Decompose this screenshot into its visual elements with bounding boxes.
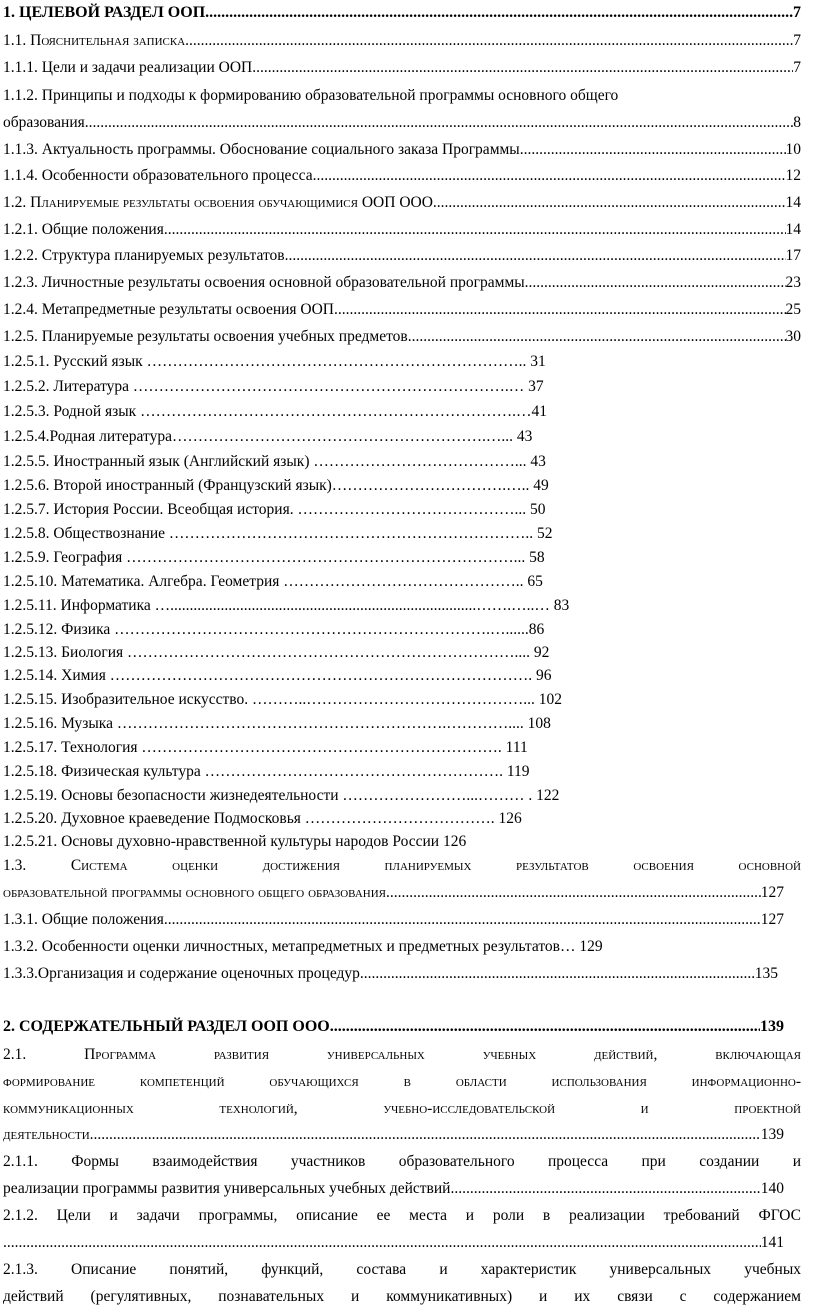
toc-subject-7[interactable]: 1.2.5.7. История России. Всеобщая история. ……………………………………... 50 bbox=[3, 501, 546, 518]
toc-page: 140 bbox=[760, 1180, 784, 1197]
toc-leader bbox=[360, 964, 755, 983]
toc-subject-19[interactable]: 1.2.5.19. Основы безопасности жизнедеятельности ……………………...……… . 122 bbox=[3, 787, 560, 804]
toc-title: 1.2.3. Личностные результаты освоения основной образовательной программы. bbox=[3, 274, 529, 291]
toc-title: 2. СОДЕРЖАТЕЛЬНЫЙ РАЗДЕЛ ООП ООО bbox=[3, 1018, 330, 1035]
toc-entry-1-3-2[interactable]: 1.3.2. Особенности оценки личностных, метапредметных и предметных результатов… 129 bbox=[3, 938, 603, 955]
toc-section-2[interactable] bbox=[3, 1017, 784, 1036]
toc-entry-2-1-1-line1[interactable]: 2.1.1. Формы взаимодействия участников образовательного процесса при создании и bbox=[3, 1153, 801, 1170]
toc-subject-5[interactable]: 1.2.5.5. Иностранный язык (Английский язык) …………………………………... 43 bbox=[3, 453, 546, 470]
toc-title: 1.3.3.Организация и содержание оценочных процедур bbox=[3, 965, 360, 982]
toc-page: 7 bbox=[793, 59, 801, 76]
toc-title: 1.1.4. Особенности образовательного процесса bbox=[3, 167, 313, 184]
toc-subject-14[interactable]: 1.2.5.14. Химия ………………………………………………………………………. 96 bbox=[3, 667, 552, 684]
toc-title: образования. bbox=[3, 114, 89, 131]
toc-leader bbox=[437, 193, 786, 212]
toc-leader bbox=[529, 273, 786, 292]
toc-subject-12[interactable]: 1.2.5.12. Физика ……………………………………………………………….…......86 bbox=[3, 621, 545, 638]
toc-title: 1.1.1. Цели и задачи реализации ООП bbox=[3, 59, 253, 76]
toc-subject-18[interactable]: 1.2.5.18. Физическая культура …………………………………………………. 119 bbox=[3, 763, 530, 780]
toc-entry-1-1-4[interactable] bbox=[3, 166, 801, 185]
toc-entry-2-1-line2[interactable]: формирование компетенций обучающихся в области использования информационно- bbox=[3, 1073, 801, 1090]
toc-subject-20[interactable]: 1.2.5.20. Духовное краеведение Подмосковья ………………………………. 126 bbox=[3, 810, 522, 827]
toc-page: 7 bbox=[793, 32, 801, 49]
toc-page: 14 bbox=[785, 221, 801, 238]
toc-title: 1.1.3. Актуальность программы. Обоснование социального заказа Программы. bbox=[3, 141, 524, 158]
toc-leader bbox=[313, 166, 786, 185]
toc-title: образовательной программы основного общего образования bbox=[3, 884, 386, 901]
toc-entry-1-2-1[interactable] bbox=[3, 220, 801, 239]
toc-entry-1-3[interactable] bbox=[3, 883, 784, 902]
toc-entry-2-1-line1[interactable]: 2.1. Программа развития универсальных учебных действий, включающая bbox=[3, 1046, 801, 1063]
toc-page: 7 bbox=[793, 4, 801, 21]
toc-entry-1-2-2[interactable] bbox=[3, 246, 801, 265]
toc-page: 127 bbox=[760, 884, 784, 901]
toc-subject-17[interactable]: 1.2.5.17. Технология ……………………………………………………………. 111 bbox=[3, 739, 528, 756]
toc-title: реализации программы развития универсальных учебных действий bbox=[3, 1180, 451, 1197]
toc-entry-1-2-3[interactable] bbox=[3, 273, 801, 292]
toc-subject-2[interactable]: 1.2.5.2. Литература ……………………………………………………………….… 37 bbox=[3, 378, 544, 395]
toc-page: 139 bbox=[760, 1126, 784, 1143]
toc-leader bbox=[450, 1179, 760, 1198]
toc-leader bbox=[164, 910, 761, 929]
toc-entry-2-1-2-line1[interactable]: 2.1.2. Цели и задачи программы, описание ее места и роли в реализации требований ФГОС bbox=[3, 1207, 801, 1224]
toc-page: 139 bbox=[760, 1018, 784, 1035]
toc-entry-1-2-5[interactable] bbox=[3, 327, 801, 346]
toc-entry-2-1-1[interactable] bbox=[3, 1179, 784, 1198]
toc-leader bbox=[252, 58, 793, 77]
toc-page: 30 bbox=[785, 328, 801, 345]
toc-entry-1-3-3[interactable] bbox=[3, 964, 778, 983]
toc-entry-2-1[interactable] bbox=[3, 1125, 784, 1144]
toc-entry-1-1-3[interactable] bbox=[3, 140, 801, 159]
toc-title: 1.1. Пояснительная записка bbox=[3, 32, 186, 49]
toc-leader bbox=[386, 883, 761, 902]
toc-subject-8[interactable]: 1.2.5.8. Обществознание …………………………………………………………….. 52 bbox=[3, 525, 553, 542]
toc-subject-16[interactable]: 1.2.5.16. Музыка ……………………………………………………….………….... 108 bbox=[3, 715, 551, 732]
toc-entry-2-1-line3[interactable]: коммуникационных технологий, учебно-исследовательской и проектной bbox=[3, 1100, 801, 1117]
toc-subject-10[interactable]: 1.2.5.10. Математика. Алгебра. Геометрия ……………………………………….. 65 bbox=[3, 573, 543, 590]
toc-subject-13[interactable]: 1.2.5.13. Биология ………………………………………………………………….... 92 bbox=[3, 644, 550, 661]
toc-subject-11[interactable]: 1.2.5.11. Информатика …...............................................................................…….…..… 83 bbox=[3, 597, 570, 614]
toc-entry-1-2-4[interactable] bbox=[3, 300, 801, 319]
toc-leader bbox=[524, 140, 786, 159]
toc-title: 1.2.2. Структура планируемых результатов bbox=[3, 247, 285, 264]
toc-subject-1[interactable]: 1.2.5.1. Русский язык ……………………………………………………………….. 31 bbox=[3, 353, 546, 370]
toc-page: 135 bbox=[754, 965, 778, 982]
toc-subject-9[interactable]: 1.2.5.9. География …………………………………………………………………... 58 bbox=[3, 549, 545, 566]
toc-entry-1-1-2-line1[interactable]: 1.1.2. Принципы и подходы к формированию образовательной программы основного общего bbox=[3, 87, 619, 104]
toc-entry-1-2[interactable] bbox=[3, 193, 801, 212]
toc-entry-1-1[interactable] bbox=[3, 31, 801, 50]
toc-subject-6[interactable]: 1.2.5.6. Второй иностранный (Французский язык)…………………………….….. 49 bbox=[3, 477, 549, 494]
toc-page: 10 bbox=[785, 141, 801, 158]
toc-leader bbox=[334, 300, 785, 319]
toc-entry-1-1-2[interactable] bbox=[3, 113, 801, 132]
toc-subject-21[interactable]: 1.2.5.21. Основы духовно-нравственной культуры народов России 126 bbox=[3, 833, 467, 850]
toc-title: 1.2. Планируемые результаты освоения обучающимися ООП ООО. bbox=[3, 194, 437, 211]
toc-subject-15[interactable]: 1.2.5.15. Изобразительное искусство. ………..……………………………………... 102 bbox=[3, 691, 562, 708]
toc-entry-2-1-2[interactable] bbox=[3, 1233, 784, 1252]
toc-page: 12 bbox=[785, 167, 801, 184]
toc-leader bbox=[89, 113, 794, 132]
toc-subject-3[interactable]: 1.2.5.3. Родной язык ……………………………………………………………….…41 bbox=[3, 403, 547, 420]
toc-title: 1.2.1. Общие положения bbox=[3, 221, 164, 238]
toc-title: деятельности bbox=[3, 1126, 90, 1143]
toc-page: 127 bbox=[760, 911, 784, 928]
toc-leader bbox=[164, 220, 786, 239]
toc-section-1[interactable] bbox=[3, 3, 801, 22]
toc-title: 1.3.1. Общие положения bbox=[3, 911, 164, 928]
toc-subject-4[interactable]: 1.2.5.4.Родная литература…………………………………………………….…... 43 bbox=[3, 428, 533, 445]
toc-leader bbox=[90, 1125, 761, 1144]
toc-entry-2-1-3-line2[interactable]: действий (регулятивных, познавательных и коммуникативных) и их связи с содержанием bbox=[3, 1288, 801, 1305]
toc-entry-1-3-1[interactable] bbox=[3, 910, 784, 929]
toc-title: 1. ЦЕЛЕВОЙ РАЗДЕЛ ООП bbox=[3, 4, 206, 21]
toc-page: 17 bbox=[785, 247, 801, 264]
toc-page: 23 bbox=[785, 274, 801, 291]
toc-page: 8 bbox=[793, 114, 801, 131]
toc-entry-2-1-3-line1[interactable]: 2.1.3. Описание понятий, функций, состава и характеристик универсальных учебных bbox=[3, 1261, 801, 1278]
toc-title: 1.2.5. Планируемые результаты освоения учебных предметов bbox=[3, 328, 408, 345]
toc-leader bbox=[285, 246, 786, 265]
toc-title: 1.2.4. Метапредметные результаты освоения ООП bbox=[3, 301, 335, 318]
toc-leader bbox=[408, 327, 786, 346]
toc-leader bbox=[205, 3, 793, 22]
toc-page: 14 bbox=[785, 194, 801, 211]
toc-page: 141 bbox=[760, 1234, 784, 1251]
toc-entry-1-3-line1[interactable]: 1.3. Система оценки достижения планируемых результатов освоения основной bbox=[3, 857, 801, 874]
toc-leader bbox=[185, 31, 793, 50]
toc-entry-1-1-1[interactable] bbox=[3, 58, 801, 77]
toc-leader bbox=[330, 1017, 760, 1036]
toc-page: 25 bbox=[785, 301, 801, 318]
toc-leader bbox=[3, 1233, 761, 1252]
